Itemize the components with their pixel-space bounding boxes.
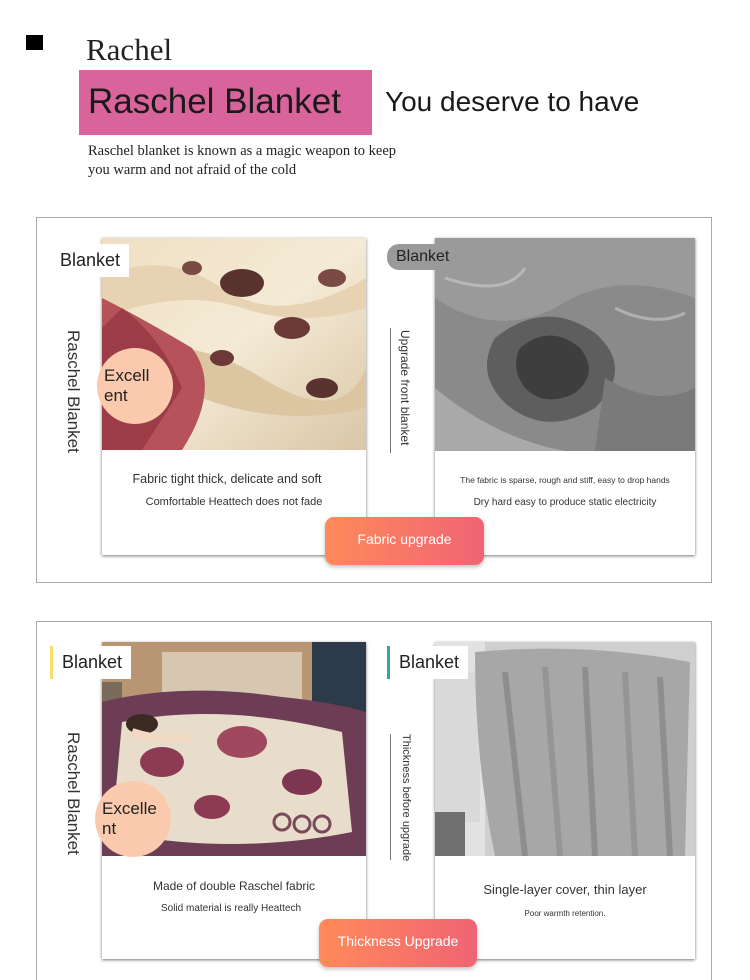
comparison-panel-fabric: [36, 217, 712, 583]
caption-left-2: Solid material is really Heattech: [160, 903, 302, 914]
title-band: [79, 70, 372, 135]
tagline: You deserve to have: [385, 86, 640, 117]
photo-grey-throw: [435, 642, 695, 856]
tag-left: Blanket: [53, 646, 131, 679]
tag-right: Blanket: [387, 244, 458, 270]
caption-left-1: Made of double Raschel fabric: [152, 879, 316, 893]
intro-text: Raschel blanket is known as a magic weapon to keep you warm and not afraid of the cold: [88, 143, 397, 178]
bullet-square-icon: [26, 35, 43, 50]
page-title: Raschel Blanket: [88, 82, 341, 121]
tag-left: Blanket: [51, 244, 129, 277]
badge-excellent: Excelle nt: [95, 781, 171, 857]
tag-right: Blanket: [387, 646, 468, 679]
card-right-thickness: [435, 642, 695, 959]
caption-right-2: Dry hard easy to produce static electricity: [473, 497, 657, 508]
card-right-fabric: [435, 238, 695, 555]
vertical-label-left: Raschel Blanket: [64, 732, 83, 855]
badge-excellent: Excell ent: [97, 348, 173, 424]
vertical-label-right: Thickness before upgrade: [400, 734, 412, 862]
divider-line: [390, 328, 391, 453]
caption-right-2: Poor warmth retention.: [524, 909, 606, 918]
caption-left-1: Fabric tight thick, delicate and soft: [132, 472, 322, 486]
caption-left-2: Comfortable Heattech does not fade: [145, 496, 323, 508]
thickness-upgrade-button[interactable]: Thickness Upgrade: [319, 919, 477, 967]
fabric-upgrade-button[interactable]: Fabric upgrade: [325, 517, 484, 565]
caption-right-1: The fabric is sparse, rough and stiff, easy to drop hands: [460, 475, 670, 485]
comparison-panel-thickness: [36, 621, 712, 980]
divider-line: [390, 734, 391, 860]
vertical-label-left: Raschel Blanket: [64, 330, 83, 453]
vertical-label-right: Upgrade front blanket: [398, 330, 412, 446]
caption-right-1: Single-layer cover, thin layer: [483, 882, 647, 897]
brand-name: Rachel: [86, 32, 173, 67]
photo-grey-blanket: [435, 238, 695, 451]
